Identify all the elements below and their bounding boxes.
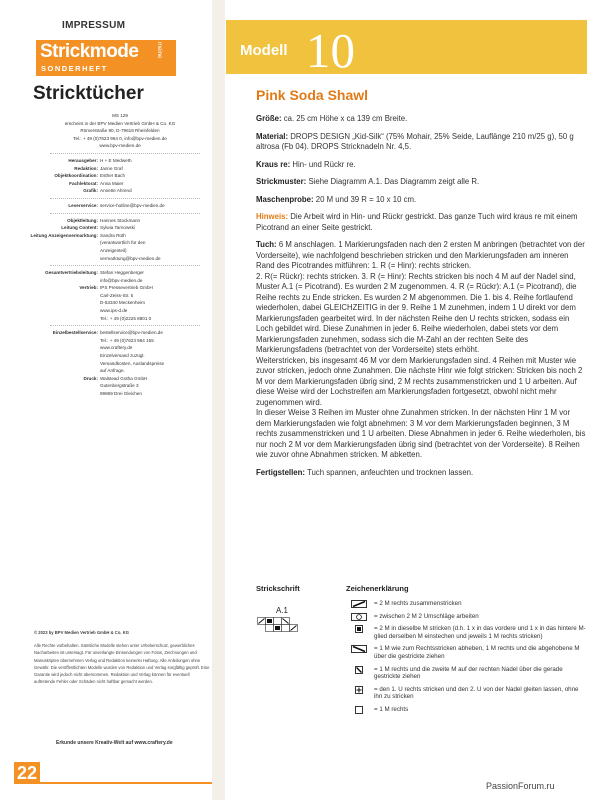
- k2tog-symbol-icon: [351, 600, 367, 608]
- legend-text: = den 1. U rechts stricken und den 2. U von der Nadel gleiten lassen, ohne ihn zu stricken: [374, 685, 579, 701]
- divider: [50, 265, 200, 266]
- credit-label: Objektleitung:: [67, 217, 98, 223]
- credit-row: [30, 315, 210, 323]
- gauge-paragraph: [256, 195, 586, 206]
- credit-value: Tel.: + 49 (0)2225 8801 0: [100, 315, 152, 321]
- credit-value: Annette Ahrend: [100, 188, 132, 194]
- note-paragraph: [256, 212, 586, 233]
- credit-row: [30, 172, 210, 180]
- logo-sub-text: SONDERHEFT: [41, 64, 108, 73]
- craftery-promo: Erkunde unsere Kreativ-Welt auf www.craftery.de: [56, 740, 173, 746]
- credit-value: Anzeigenteil): [100, 247, 127, 253]
- credit-value: Versandkosten, Auslandspreise: [100, 360, 165, 366]
- credit-row: [30, 382, 210, 390]
- finishing-text: Tuch spannen, anfeuchten und trocknen lassen.: [307, 467, 474, 477]
- credit-label: Gesamtvertriebsleitung:: [45, 270, 98, 276]
- credit-label: [30, 344, 100, 352]
- logo-main-text: Strickmode: [40, 41, 139, 62]
- legal-text: Alle Rechte vorbehalten. Sämtliche Modelle stehen unter Urheberschutz, gewerbliches Nacharbeiten ist untersagt. Für unverlangte Einsendungen von Fotos, Zeichnungen und Manuskripten übernehmen Verlag und Redaktion keinerlei Haftung. Alle Anleitungen ohne Gewähr. Die veröffentlichten Modelle wurden von Redaktion und Verlag sorgfältig geprüft. Eine Garantie wird jedoch nicht übernommen. Redaktion und Verlag können für eventuell auftretende Fehler oder Schäden nicht haftbar gemacht werden.: [34, 643, 210, 685]
- credit-row: [30, 217, 210, 225]
- stitch-pattern-label: Strickmuster:: [256, 177, 307, 186]
- credit-value: auf Anfrage.: [100, 368, 125, 374]
- credit-label: Grafik:: [83, 188, 98, 194]
- credit-row: [30, 255, 210, 263]
- knit-stitch-icon: [351, 706, 367, 714]
- shawl-text: 6 M anschlagen. 1 Markierungsfaden nach den 2 ersten M anbringen (betrachtet von der Vorderseite), wie nachfolgend beschrieben stricken und den Markierungsfaden am inneren Rand des Picotrandes mitführen: 1. R (= Hinr): rechts stricken.: [256, 240, 585, 270]
- credit-value: service-hotline@bpv-medien.de: [100, 202, 165, 208]
- garter-label: Kraus re:: [256, 159, 291, 169]
- credit-value: info@bpv-medien.de: [100, 277, 143, 283]
- credit-row: [30, 292, 210, 300]
- gauge-label: Maschenprobe:: [256, 194, 314, 204]
- credit-label: [30, 352, 100, 360]
- credit-value: IPS Pressevertrieb GmbH: [100, 285, 153, 291]
- credit-row: [30, 232, 210, 240]
- chart-cell: [282, 625, 290, 632]
- logo-meine-text: meine: [156, 42, 162, 59]
- credit-label: [30, 255, 100, 263]
- credit-row: [30, 239, 210, 247]
- legend-item: [348, 706, 588, 714]
- shawl-paragraph: 2. R(= Rückr): rechts stricken. 3. R (= Hinr): Rechts stricken bis noch 4 M auf der Nadel sind, Muster A.1 (= Picotrand). Es wurden 2 M zugenommen. 4. R (= Rückr): A.1 (= Picotrand), die Reihe rechts zu Ende stricken. Es wurden 2 M abgenommen. Die 1. bis 4. Reihe fortlaufend wiederholen, dabei GLEICHZEITIG in der 9. Reihe 1 M zunehmen, indem 1 U direkt vor dem Markierungsfaden gearbeitet wird. In der nächsten Reihe den U rechts stricken, sodass ein Loch gebildet wird. Diese Zunahmen in jeder 6. Reihe wiederholen, dabei stets vor dem Markierungsfaden zunehmen, sodass sich die M-Zahl an der rechten Seite des Markierungsfadens (betrachtet von der Vorderseite) stets erhöht.: [256, 271, 577, 354]
- strickmode-logo: [36, 40, 176, 76]
- page-number: 22: [14, 762, 40, 784]
- legend-item: [348, 600, 588, 608]
- legend-item: [348, 625, 588, 640]
- material-label: Material:: [256, 131, 289, 141]
- pattern-title: Pink Soda Shawl: [256, 87, 369, 103]
- legend-heading: Zeichenerklärung: [346, 584, 409, 593]
- double-yarn-over-icon: [351, 613, 367, 621]
- credit-label: Herausgeber:: [68, 157, 98, 163]
- legend-item: [348, 686, 588, 701]
- page-number-rule: [40, 782, 212, 784]
- credit-value: Gutenbergstraße 3: [100, 383, 139, 389]
- legend-text: = 2 M rechts zusammenstricken: [374, 600, 462, 607]
- credit-row: [30, 224, 210, 232]
- credit-value: www.craftery.de: [100, 345, 133, 351]
- credit-value: (verantwortlich für den: [100, 240, 146, 246]
- credit-label: Leitung Anzeigenvermarktung:: [30, 232, 98, 238]
- knitting-chart-a1: [257, 617, 299, 633]
- credit-label: [30, 315, 100, 323]
- credits-group: [30, 157, 210, 195]
- credit-row: [30, 375, 210, 383]
- publisher-line: www.bpv-medien.de: [99, 143, 141, 149]
- credit-row: [30, 390, 210, 398]
- credit-row: [30, 180, 210, 188]
- credit-label: [30, 307, 100, 315]
- credit-row: [30, 367, 210, 375]
- chart-cell: [266, 625, 274, 632]
- credit-value: Tel.: + 49 (0)7623 964 155: [100, 337, 154, 343]
- symbol-legend: [348, 600, 588, 719]
- credits-group: [30, 217, 210, 263]
- slip-pass-icon: [351, 645, 367, 653]
- chart-symbol: [267, 619, 272, 623]
- credit-row: [30, 202, 210, 210]
- credit-row: [30, 247, 210, 255]
- credit-row: [30, 165, 210, 173]
- legend-text: = zwischen 2 M 2 Umschläge arbeiten: [374, 612, 479, 620]
- credits-group: [30, 329, 210, 397]
- credit-value: Anna Maier: [100, 180, 124, 186]
- legend-item: [348, 666, 588, 681]
- copyright-line: © 2023 by BPV Medien Vertrieb GmbH & Co. KG: [34, 630, 130, 635]
- credit-value: www.ips-d.de: [100, 308, 128, 314]
- size-label: Größe:: [256, 114, 282, 123]
- credit-value: Walstead Gotha GmbH: [100, 375, 148, 381]
- credit-value: Sylwia Tarnowski: [100, 225, 135, 231]
- watermark: PassionForum.ru: [486, 781, 555, 791]
- gauge-text: 20 M und 39 R = 10 x 10 cm.: [315, 194, 417, 204]
- credit-label: [30, 360, 100, 368]
- credit-value: 99869 Drei Gleichen: [100, 391, 142, 396]
- credit-label: [30, 247, 100, 255]
- credit-value: bestellservice@bpv-medien.de: [100, 330, 163, 336]
- credit-label: [30, 299, 100, 307]
- credit-value: Carl-Zeiss-Str. 5: [100, 292, 134, 298]
- impressum-title: IMPRESSUM: [62, 20, 126, 31]
- model-number: 10: [306, 23, 355, 78]
- kfb-symbol-icon: [351, 625, 367, 633]
- credit-label: Fachlektorat:: [69, 180, 98, 186]
- legend-text: = 1 M rechts: [374, 705, 409, 713]
- publisher-block: [30, 112, 210, 150]
- credit-value: Einzelversand zuzügl.: [100, 353, 145, 359]
- credit-value: Janne Graf: [100, 165, 123, 171]
- finishing-paragraph: [256, 468, 586, 479]
- credit-value: Esther Bach: [100, 173, 126, 179]
- credit-label: [30, 239, 100, 247]
- credit-label: Vertrieb:: [79, 285, 98, 291]
- credit-label: [30, 390, 100, 398]
- credit-label: [30, 292, 100, 300]
- credit-value: H + E Medweth: [100, 157, 132, 163]
- legend-item: [348, 645, 588, 660]
- credit-row: [30, 269, 210, 277]
- issue-heading: Stricktücher: [33, 83, 144, 104]
- note-label: Hinweis:: [256, 212, 289, 221]
- credits-group: [30, 202, 210, 210]
- publisher-line: erscheint in der BPV Medien Vertrieb GmbH & Co. KG: [64, 120, 176, 126]
- stitch-pattern-text: Siehe Diagramm A.1. Das Diagramm zeigt alle R.: [308, 177, 480, 186]
- model-banner: [226, 20, 587, 78]
- divider: [50, 153, 200, 154]
- divider: [50, 198, 200, 199]
- credit-value: vermarktung@bpv-medien.de: [100, 255, 161, 261]
- credit-label: Leitung Content:: [61, 225, 98, 231]
- credit-label: Einzelbestellservice:: [52, 330, 98, 336]
- credit-row: [30, 284, 210, 292]
- garter-text: Hin- und Rückr re.: [292, 159, 356, 169]
- finishing-label: Fertigstellen:: [256, 467, 305, 477]
- credit-value: Stefan Heggenberger: [100, 270, 144, 276]
- material-text: DROPS DESIGN „Kid-Silk“ (75% Mohair, 25% Seide, Lauflänge 210 m/25 g), 50 g altrosa (Fb 04). DROPS Stricknadeln Nr. 4,5.: [256, 131, 574, 151]
- credit-row: [30, 337, 210, 345]
- size-text: ca. 25 cm Höhe x ca 139 cm Breite.: [283, 114, 408, 123]
- credit-label: [30, 277, 100, 285]
- credit-value: D-53340 Meckenheim: [100, 300, 145, 306]
- credit-label: [30, 382, 100, 390]
- chart-cell: [274, 618, 282, 625]
- credit-label: Redaktion:: [74, 165, 98, 171]
- credit-label: Druck:: [83, 375, 98, 381]
- credit-row: [30, 299, 210, 307]
- legend-text: = 2 M in dieselbe M stricken (d.h. 1 x in das vordere und 1 x in das hintere M-glied derselben M einstechen und jeweils 1 M rechts stricken): [374, 625, 586, 640]
- divider: [50, 325, 200, 326]
- credit-label: Objektkoordination:: [54, 173, 98, 179]
- model-label: Modell: [240, 42, 288, 59]
- legend-item: [348, 613, 588, 621]
- chart-label: A.1: [276, 606, 289, 615]
- credit-row: [30, 360, 210, 368]
- divider: [50, 213, 200, 214]
- publisher-line: MS 129: [112, 113, 128, 118]
- size-paragraph: [256, 114, 586, 125]
- credits-group: [30, 269, 210, 322]
- stitch-pattern-paragraph: [256, 177, 586, 188]
- credit-value: Hannes Stockmann: [100, 217, 141, 223]
- impressum-details: [30, 112, 210, 398]
- credit-value: Sandra Rüth: [100, 232, 126, 238]
- column-divider: [212, 0, 225, 800]
- shawl-label: Tuch:: [256, 240, 277, 249]
- credit-label: [30, 367, 100, 375]
- legend-text: = 1 M rechts und die zweite M auf der rechten Nadel über die gerade gestrickte ziehen: [374, 665, 563, 681]
- garter-paragraph: [256, 160, 586, 171]
- impressum-column: [0, 0, 212, 800]
- credit-row: [30, 157, 210, 165]
- note-text: Die Arbeit wird in Hin- und Rückr gestrickt. Das ganze Tuch wird kraus re mit einem Picotrand an einer Seite gestrickt.: [256, 212, 578, 232]
- credit-row: [30, 344, 210, 352]
- chart-heading: Strickschrift: [256, 584, 300, 593]
- credit-row: [30, 277, 210, 285]
- shawl-paragraph: Weiterstricken, bis insgesamt 46 M vor dem Markierungsfaden sind. 4 Reihen mit Muster wie zuvor stricken, jedoch ohne Zunahmen. Die nächste Hinr wie folgt stricken: Stricken bis noch 2 M vor dem Markierungsfaden übrig sind, 2 M rechts zusammenstricken und 1 U arbeiten. Auf diese Weise wird der Lochstreifen am Markierungsfaden fortgesetzt, obwohl nicht mehr zugenommen wird.: [256, 355, 583, 407]
- legend-text: = 1 M wie zum Rechtsstricken abheben, 1 M rechts und die abgehobene M über die gestrickte ziehen: [374, 645, 580, 660]
- publisher-line: Römerstraße 90, D-79618 Rheinfelden: [80, 128, 160, 134]
- shawl-paragraph: In dieser Weise 3 Reihen im Muster ohne Zunahmen stricken. In der nächsten Hinr 1 M vor dem Markierungsfaden wie folgt abnehmen: 3 M vor dem Markierungsfaden beginnen, 3 M rechts zusammenstricken und 1 U arbeiten. Diese Abnahmen in jeder 6. Reihe wiederholen, bis nur noch 2 M vor dem Markierungsfaden übrig sind (betrachtet von der Vorderseite). 8 Reihen wie zuvor ohne Abnahmen stricken. M abketten.: [256, 408, 586, 459]
- pass-over-icon: [351, 666, 367, 674]
- credit-row: [30, 307, 210, 315]
- knit-back-loop-icon: [351, 686, 367, 694]
- legal-notice: [34, 629, 210, 685]
- credit-row: [30, 352, 210, 360]
- credit-label: Leserservice:: [68, 202, 98, 208]
- chart-symbol: [275, 626, 280, 630]
- pattern-instructions: [256, 114, 586, 485]
- credit-row: [30, 187, 210, 195]
- credit-label: [30, 337, 100, 345]
- material-paragraph: [256, 132, 586, 153]
- publisher-line: Tel.: + 49 (0)7623 964 0, info@bpv-medien.de: [73, 135, 167, 141]
- credit-row: [30, 329, 210, 337]
- shawl-paragraph: [256, 240, 586, 272]
